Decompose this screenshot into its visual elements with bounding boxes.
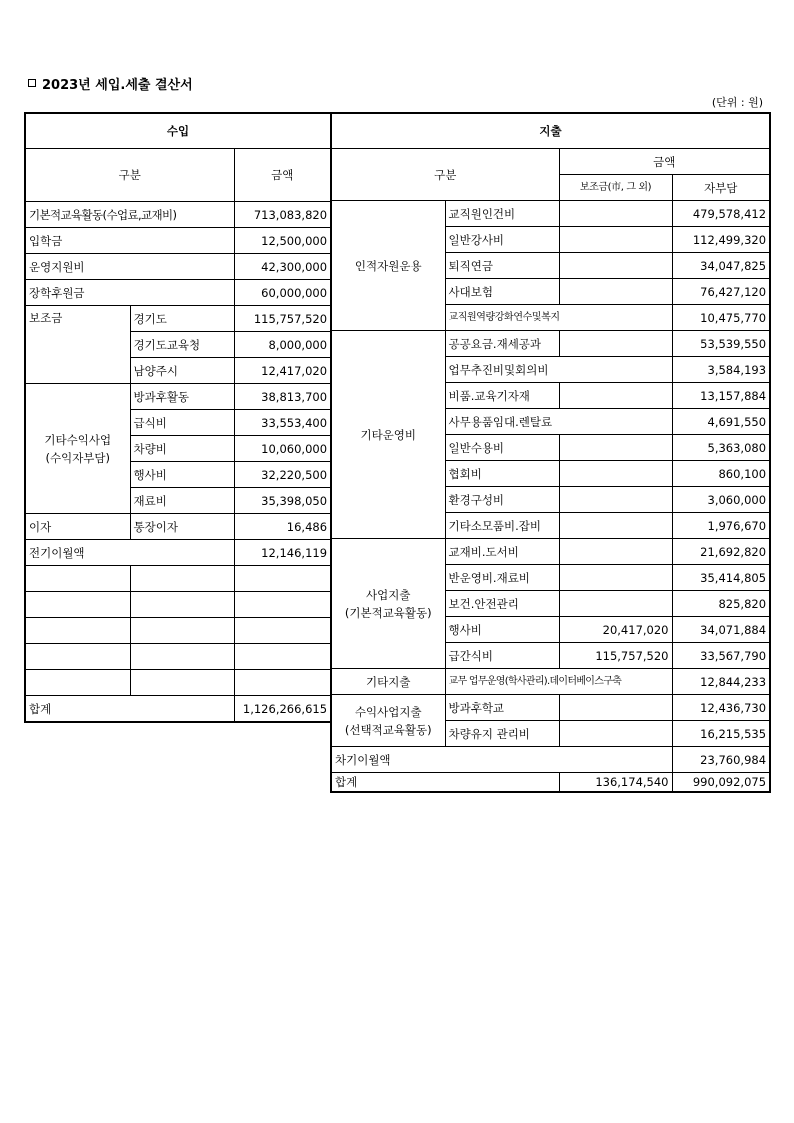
table-row: 교직원역량강화연수및복지 10,475,770 [331, 305, 770, 331]
group-business: 사업지출 (기본적교육활동) [331, 539, 445, 669]
expense-col-self: 자부담 [672, 175, 770, 201]
square-bullet-icon [28, 79, 36, 87]
table-row: 보건.안전관리 825,820 [331, 591, 770, 617]
expense-table [330, 112, 771, 793]
table-row: 재료비 35,398,050 [25, 488, 331, 514]
table-row: 경기도교육청 8,000,000 [25, 332, 331, 358]
table-row: 기타수익사업 (수익자부담) 방과후활동 38,813,700 [25, 384, 331, 410]
table-row: 행사비 32,220,500 [25, 462, 331, 488]
empty-row [25, 644, 331, 670]
table-row: 수익사업지출 (선택적교육활동) 방과후학교 12,436,730 [331, 695, 770, 721]
table-row: 기본적교육활동(수업료,교재비) 713,083,820 [25, 202, 331, 228]
expense-header: 지출 [331, 113, 770, 149]
expense-col-subsidy: 보조금(市, 그 외) [559, 175, 672, 201]
title-text: 2023년 세입.세출 결산서 [42, 78, 193, 93]
table-row: 비품.교육기자재 13,157,884 [331, 383, 770, 409]
unit-note: (단위 : 원) [711, 96, 763, 109]
income-col-amount: 금액 [234, 149, 331, 202]
total-row: 합계 136,174,540 990,092,075 [331, 773, 770, 793]
table-row: 차량유지 관리비 16,215,535 [331, 721, 770, 747]
table-row: 행사비 20,417,020 34,071,884 [331, 617, 770, 643]
other-biz-label: 기타수익사업 (수익자부담) [25, 384, 130, 514]
table-row: 차량비 10,060,000 [25, 436, 331, 462]
empty-row [25, 670, 331, 696]
table-row: 사무용품임대.렌탈료 4,691,550 [331, 409, 770, 435]
income-col-category: 구분 [25, 149, 234, 202]
group-other: 기타지출 [331, 669, 445, 695]
table-row: 급식비 33,553,400 [25, 410, 331, 436]
subsidy-label: 보조금 [25, 306, 130, 384]
table-row: 기타지출 교무 업무운영(학사관리).데이터베이스구축 12,844,233 [331, 669, 770, 695]
table-row: 협회비 860,100 [331, 461, 770, 487]
income-header: 수입 [25, 113, 331, 149]
table-row: 입학금 12,500,000 [25, 228, 331, 254]
table-row: 기타운영비 공공요금.재세공과 53,539,550 [331, 331, 770, 357]
table-row: 일반수용비 5,363,080 [331, 435, 770, 461]
table-row: 인적자원운용 교직원인건비 479,578,412 [331, 201, 770, 227]
table-row: 일반강사비 112,499,320 [331, 227, 770, 253]
group-profit: 수익사업지출 (선택적교육활동) [331, 695, 445, 747]
table-row: 기타소모품비.잡비 1,976,670 [331, 513, 770, 539]
table-row: 급간식비 115,757,520 33,567,790 [331, 643, 770, 669]
table-row: 전기이월액 12,146,119 [25, 540, 331, 566]
table-row: 이자 통장이자 16,486 [25, 514, 331, 540]
table-row: 환경구성비 3,060,000 [331, 487, 770, 513]
empty-row [25, 592, 331, 618]
table-row: 반운영비.재료비 35,414,805 [331, 565, 770, 591]
carryover-row: 차기이월액 23,760,984 [331, 747, 770, 773]
group-operations: 기타운영비 [331, 331, 445, 539]
document-title [28, 74, 193, 93]
table-row: 장학후원금 60,000,000 [25, 280, 331, 306]
table-row: 운영지원비 42,300,000 [25, 254, 331, 280]
group-personnel: 인적자원운용 [331, 201, 445, 331]
table-row: 업무추진비및회의비 3,584,193 [331, 357, 770, 383]
table-row: 퇴직연금 34,047,825 [331, 253, 770, 279]
total-row: 합계 1,126,266,615 [25, 696, 331, 723]
table-row: 사업지출 (기본적교육활동) 교재비.도서비 21,692,820 [331, 539, 770, 565]
table-row: 보조금 경기도 115,757,520 [25, 306, 331, 332]
income-table [24, 112, 332, 723]
empty-row [25, 618, 331, 644]
table-row: 남양주시 12,417,020 [25, 358, 331, 384]
empty-row [25, 566, 331, 592]
expense-col-category: 구분 [331, 149, 559, 201]
expense-col-amount: 금액 [559, 149, 770, 175]
table-row: 사대보험 76,427,120 [331, 279, 770, 305]
